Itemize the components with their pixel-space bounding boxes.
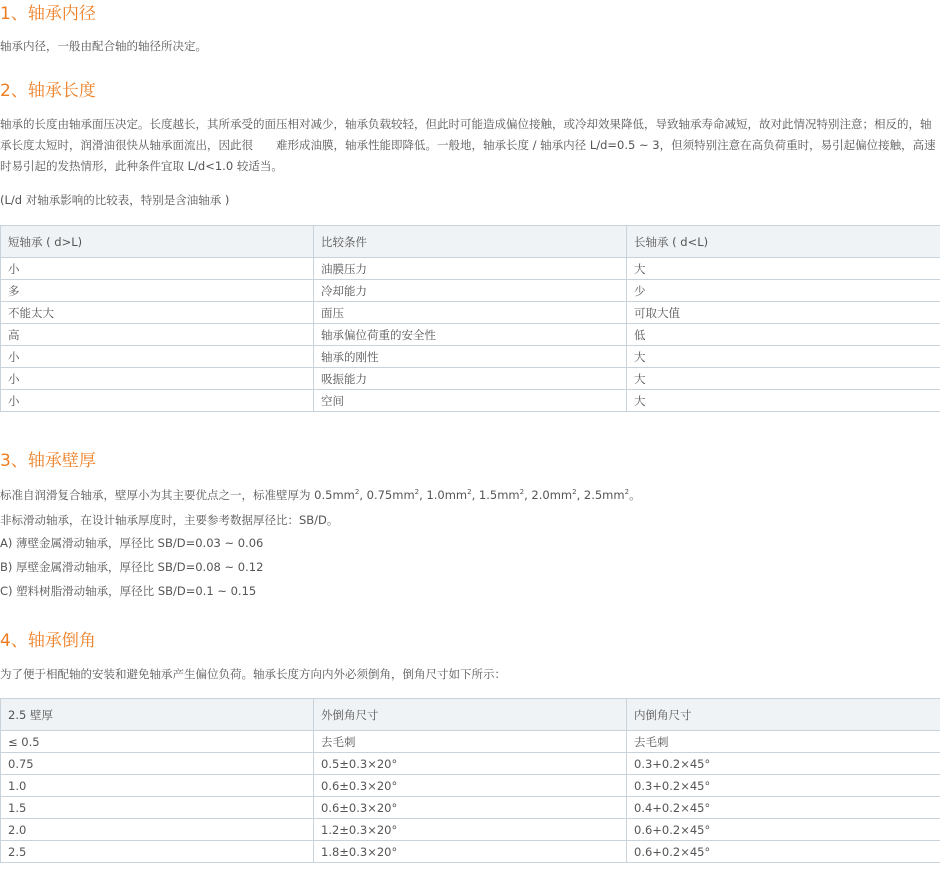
thickness-value: 0.5mm [314, 488, 355, 502]
table-cell: 1.0 [1, 775, 314, 797]
thickness-value: 1.5mm [478, 488, 520, 502]
section-2-heading: 2、轴承长度 [0, 81, 96, 101]
table-row [1, 775, 940, 797]
squared-mark: 2 [414, 488, 420, 496]
section-3-heading: 3、轴承壁厚 [0, 451, 96, 471]
section-2-table-caption: (L/d 对轴承影响的比较表，特别是含油轴承 ) [0, 193, 230, 207]
section-1-heading: 1、轴承内径 [0, 4, 96, 24]
table-cell: 0.3+0.2×45° [627, 753, 940, 775]
squared-mark: 2 [519, 488, 525, 496]
table-cell: 小 [1, 346, 314, 368]
squared-mark: 2 [572, 488, 577, 496]
table-cell: 少 [627, 280, 940, 302]
chamfer-size-table [0, 698, 940, 863]
table-header-cell: 2.5 壁厚 [1, 699, 314, 731]
table-cell: 0.75 [1, 753, 314, 775]
table-cell: 可取大值 [627, 302, 940, 324]
sentence-end: 。 [629, 488, 641, 502]
section-4-text: 为了便于相配轴的安装和避免轴承产生偏位负荷。轴承长度方向内外必须倒角，倒角尺寸如下所示： [0, 667, 506, 681]
table-cell: ≤ 0.5 [1, 731, 314, 753]
table-cell: 低 [627, 324, 940, 346]
squared-mark: 2 [354, 488, 360, 496]
section-4-heading: 4、轴承倒角 [0, 631, 96, 651]
table-cell: 大 [627, 258, 940, 280]
table-cell: 高 [1, 324, 314, 346]
table-row [1, 797, 940, 819]
table-cell: 0.3+0.2×45° [627, 775, 940, 797]
table-cell: 0.4+0.2×45° [627, 797, 940, 819]
table-header-row [1, 699, 940, 731]
table-cell: 不能太大 [1, 302, 314, 324]
table-cell: 去毛刺 [627, 731, 940, 753]
table-cell: 空间 [314, 390, 627, 412]
thickness-value: 2.5mm [583, 488, 625, 502]
section-1-text: 轴承内径，一般由配合轴的轴径所决定。 [0, 39, 207, 53]
thickness-value: 1.0mm [426, 488, 468, 502]
table-cell: 轴承的刚性 [314, 346, 627, 368]
table-cell: 2.0 [1, 819, 314, 841]
table-header-row [1, 226, 940, 258]
section-3-line-2: 非标滑动轴承，在设计轴承厚度时，主要参考数据厚径比：SB/D。 [0, 513, 339, 527]
table-row [1, 258, 940, 280]
section-3-line-1: 标准自润滑复合轴承，壁厚小为其主要优点之一，标准壁厚为 $0.5mm^2$, $0.75mm^2$, $1.0mm^2$, $1.5mm^2$, $2.0mm^2$, $2.5mm^2$。 [0, 488, 641, 502]
table-header-cell: 外倒角尺寸 [314, 699, 627, 731]
table-cell: 大 [627, 368, 940, 390]
thickness-value: 2.0mm [531, 488, 573, 502]
section-3-line-3: A) 薄壁金属滑动轴承，厚径比 SB/D=0.03 ~ 0.06 [0, 536, 264, 550]
table-row [1, 324, 940, 346]
table-row [1, 346, 940, 368]
ld-comparison-table [0, 225, 940, 412]
table-header-cell: 内倒角尺寸 [627, 699, 940, 731]
section-3-line-5: C) 塑料树脂滑动轴承，厚径比 SB/D=0.1 ~ 0.15 [0, 584, 257, 598]
thickness-value: 0.75mm [366, 488, 415, 502]
squared-mark: 2 [624, 488, 630, 496]
table-row [1, 280, 940, 302]
table-cell: 1.5 [1, 797, 314, 819]
table-row [1, 368, 940, 390]
table-cell: 1.8±0.3×20° [314, 841, 627, 863]
table-cell: 0.6±0.3×20° [314, 797, 627, 819]
thickness-intro: 标准自润滑复合轴承，壁厚小为其主要优点之一，标准壁厚为 [0, 488, 315, 502]
table-cell: 0.5±0.3×20° [314, 753, 627, 775]
table-row [1, 390, 940, 412]
squared-mark: 2 [467, 488, 472, 496]
table-row [1, 731, 940, 753]
table-row [1, 819, 940, 841]
table-cell: 吸振能力 [314, 368, 627, 390]
table-row [1, 753, 940, 775]
table-row [1, 302, 940, 324]
table-row [1, 841, 940, 863]
table-cell: 0.6+0.2×45° [627, 819, 940, 841]
table-cell: 大 [627, 346, 940, 368]
table-cell: 2.5 [1, 841, 314, 863]
table-cell: 轴承偏位荷重的安全性 [314, 324, 627, 346]
table-cell: 小 [1, 258, 314, 280]
table-cell: 小 [1, 368, 314, 390]
table-cell: 0.6+0.2×45° [627, 841, 940, 863]
table-cell: 0.6±0.3×20° [314, 775, 627, 797]
section-2-paragraph: 轴承的长度由轴承面压决定。长度越长，其所承受的面压相对减少，轴承负载较轻，但此时可能造成偏位接触，或冷却效果降低，导致轴承寿命减短，故对此情况特别注意；相反的，轴承长度太短时，润滑油很快从轴承面流出，因此很 难形成油膜，轴承性能即降低。一般地，轴承长度 / 轴承内径 L/d=0.5 ~ 3，但须特别注意在高负荷重时，易引起偏位接触，高速时易引起的发热情形，此种条件宜取 L/d<1.0 较适当。 [0, 117, 936, 173]
table-header-cell: 长轴承 ( d<L) [627, 226, 940, 258]
section-3-line-4: B) 厚壁金属滑动轴承，厚径比 SB/D=0.08 ~ 0.12 [0, 560, 264, 574]
table-cell: 小 [1, 390, 314, 412]
table-cell: 面压 [314, 302, 627, 324]
table-header-cell: 比较条件 [314, 226, 627, 258]
table-cell: 多 [1, 280, 314, 302]
table-cell: 冷却能力 [314, 280, 627, 302]
table-cell: 去毛刺 [314, 731, 627, 753]
table-header-cell: 短轴承 ( d>L) [1, 226, 314, 258]
table-cell: 油膜压力 [314, 258, 627, 280]
table-cell: 1.2±0.3×20° [314, 819, 627, 841]
table-cell: 大 [627, 390, 940, 412]
